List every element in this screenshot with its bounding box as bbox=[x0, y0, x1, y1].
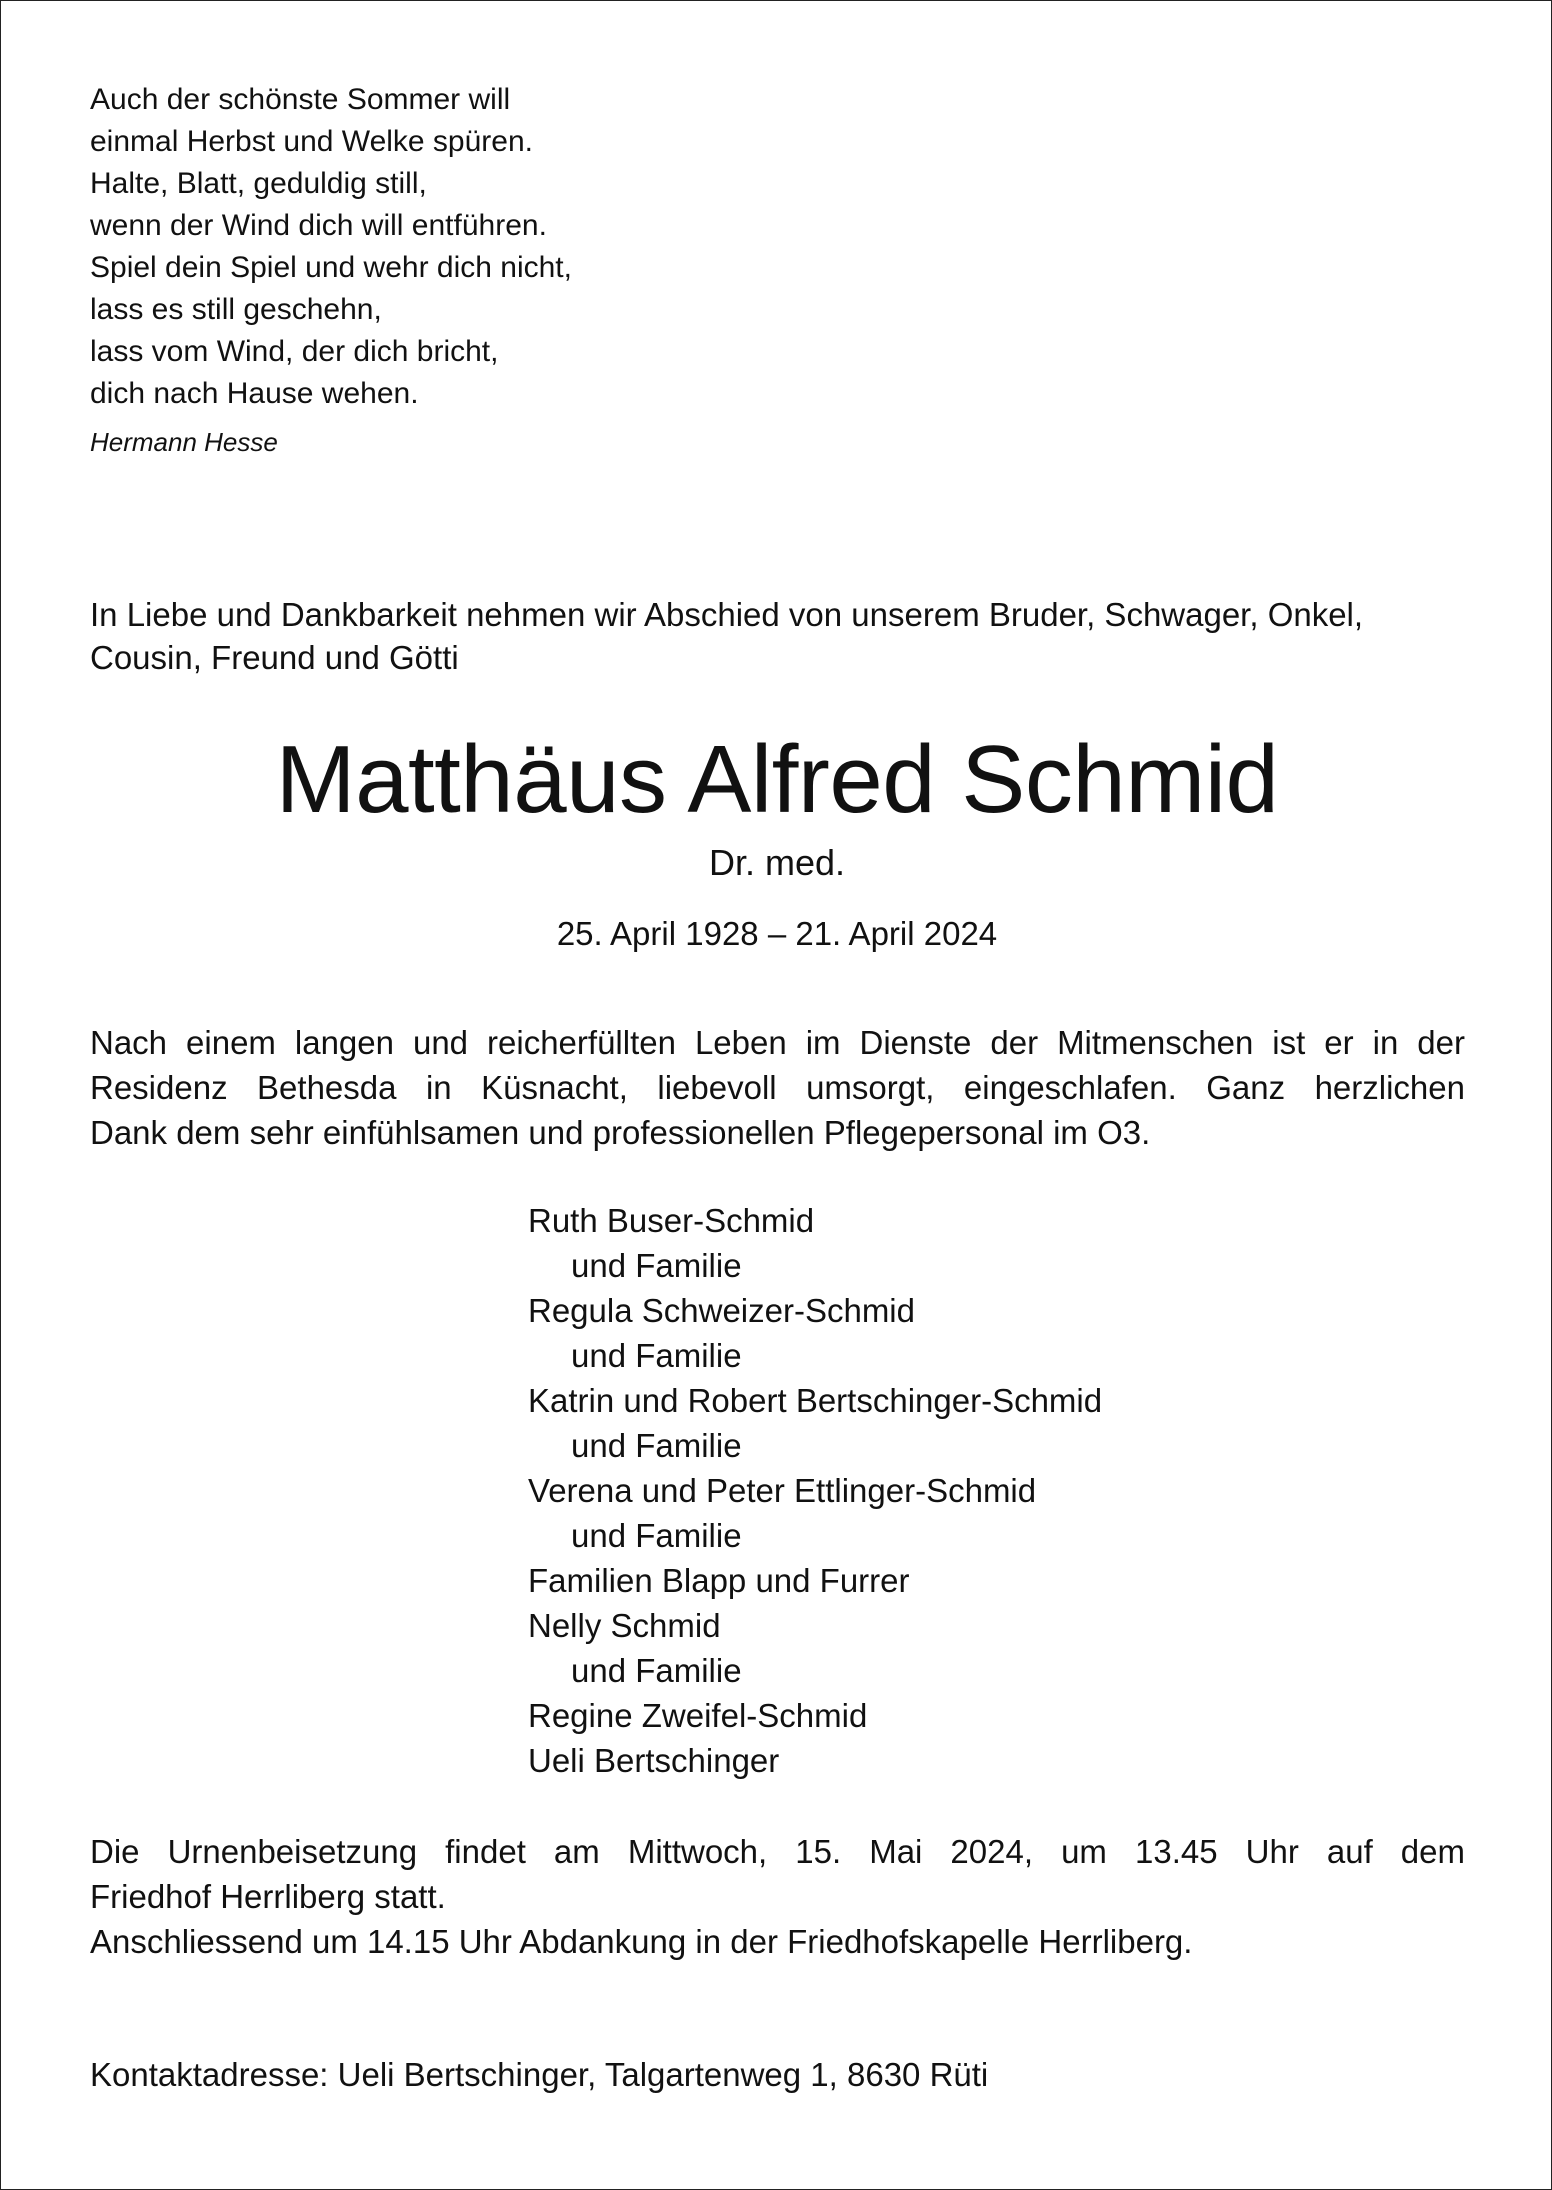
mourner-family-line: und Familie bbox=[571, 1427, 742, 1464]
ceremony-line: Friedhof Herrliberg statt. bbox=[90, 1878, 446, 1915]
poem bbox=[90, 79, 990, 459]
obituary-line: Dank dem sehr einfühlsamen und professionellen Pflegepersonal im O3. bbox=[90, 1114, 1151, 1151]
intro-text bbox=[90, 593, 1465, 679]
deceased-name: Matthäus Alfred Schmid bbox=[275, 726, 1279, 833]
poem-line: lass es still geschehn, bbox=[90, 293, 382, 326]
intro-line: In Liebe und Dankbarkeit nehmen wir Abschied von unserem Bruder, Schwager, Onkel, bbox=[90, 596, 1364, 633]
contact-address: Kontaktadresse: Ueli Bertschinger, Talgartenweg 1, 8630 Rüti bbox=[90, 2056, 989, 2093]
poem-line: dich nach Hause wehen. bbox=[90, 377, 419, 410]
mourner-family-line: und Familie bbox=[571, 1652, 742, 1689]
mourner-family-line: und Familie bbox=[571, 1517, 742, 1554]
ceremony-line: Die Urnenbeisetzung findet am Mittwoch, 15. Mai 2024, um 13.45 Uhr auf dem bbox=[90, 1833, 1465, 1870]
mourner-family-line: und Familie bbox=[571, 1247, 742, 1284]
mourner-entry: Verena und Peter Ettlinger-Schmid bbox=[528, 1472, 1037, 1509]
mourner-entry: Katrin und Robert Bertschinger-Schmid bbox=[528, 1382, 1103, 1419]
deceased-title: Dr. med. bbox=[708, 842, 846, 883]
obituary-text bbox=[90, 1020, 1465, 1155]
ceremony-line: Anschliessend um 14.15 Uhr Abdankung in der Friedhofskapelle Herrliberg. bbox=[90, 1923, 1193, 1960]
mourner-entry: Regula Schweizer-Schmid bbox=[528, 1292, 915, 1329]
mourner-entry: Ruth Buser-Schmid bbox=[528, 1202, 815, 1239]
poem-line: einmal Herbst und Welke spüren. bbox=[90, 125, 533, 158]
ceremony-text bbox=[90, 1829, 1465, 1964]
poem-line: lass vom Wind, der dich bricht, bbox=[90, 335, 499, 368]
poem-line: Spiel dein Spiel und wehr dich nicht, bbox=[90, 251, 572, 284]
mourner-entry: Nelly Schmid bbox=[528, 1607, 721, 1644]
poem-author: Hermann Hesse bbox=[90, 427, 278, 457]
mourner-entry: Familien Blapp und Furrer bbox=[528, 1562, 910, 1599]
intro-line: Cousin, Freund und Götti bbox=[90, 639, 459, 676]
poem-line: Halte, Blatt, geduldig still, bbox=[90, 167, 427, 200]
mourner-family-line: und Familie bbox=[571, 1337, 742, 1374]
mourners-list bbox=[528, 1198, 1428, 1783]
mourner-entry: Ueli Bertschinger bbox=[528, 1742, 780, 1779]
poem-line: Auch der schönste Sommer will bbox=[90, 83, 511, 116]
poem-line: wenn der Wind dich will entführen. bbox=[90, 209, 547, 242]
mourner-entry: Regine Zweifel-Schmid bbox=[528, 1697, 868, 1734]
obituary-line: Nach einem langen und reicherfüllten Leben im Dienste der Mitmenschen ist er in der bbox=[90, 1024, 1465, 1061]
obituary-line: Residenz Bethesda in Küsnacht, liebevoll umsorgt, eingeschlafen. Ganz herzlichen bbox=[90, 1069, 1465, 1106]
life-dates: 25. April 1928 – 21. April 2024 bbox=[556, 915, 998, 952]
